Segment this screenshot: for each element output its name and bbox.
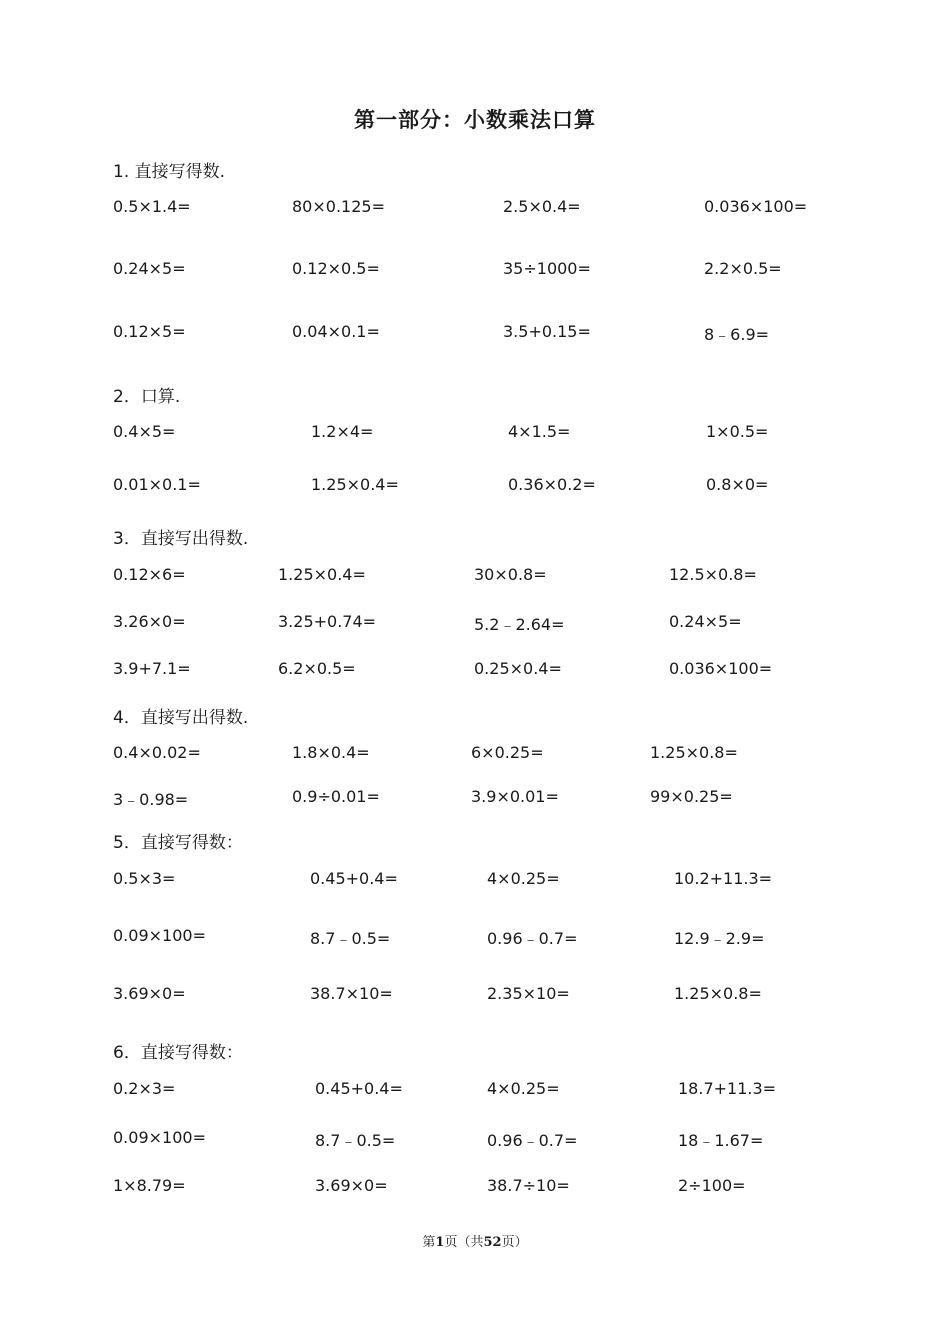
exercise-item: 1.25×0.4= xyxy=(278,565,366,584)
exercise-item: 0.5×3= xyxy=(113,869,176,888)
exercise-item: 0.45+0.4= xyxy=(310,869,398,888)
exercise-item: 6×0.25= xyxy=(471,743,544,762)
exercise-item: 8﹣6.9= xyxy=(704,325,770,344)
exercise-item: 0.12×6= xyxy=(113,565,186,584)
exercise-item: 0.5×1.4= xyxy=(113,197,191,216)
exercise-item: 2÷100= xyxy=(678,1176,746,1195)
exercise-item: 1.25×0.8= xyxy=(650,743,738,762)
exercise-item: 0.36×0.2= xyxy=(508,475,596,494)
exercise-item: 0.12×0.5= xyxy=(292,259,380,278)
exercise-item: 0.01×0.1= xyxy=(113,475,201,494)
exercise-item: 0.9÷0.01= xyxy=(292,787,380,806)
exercise-item: 8.7﹣0.5= xyxy=(315,1131,396,1150)
exercise-item: 0.09×100= xyxy=(113,1128,206,1147)
exercise-item: 18.7+11.3= xyxy=(678,1079,777,1098)
exercise-item: 5.2﹣2.64= xyxy=(474,615,565,634)
exercise-item: 6.2×0.5= xyxy=(278,659,356,678)
exercise-item: 3.25+0.74= xyxy=(278,612,377,631)
exercise-item: 80×0.125= xyxy=(292,197,385,216)
exercise-item: 0.4×0.02= xyxy=(113,743,201,762)
exercise-item: 2.5×0.4= xyxy=(503,197,581,216)
exercise-item: 0.96﹣0.7= xyxy=(487,929,578,948)
exercise-item: 4×0.25= xyxy=(487,1079,560,1098)
exercise-item: 0.036×100= xyxy=(669,659,773,678)
exercise-item: 1.2×4= xyxy=(311,422,374,441)
exercise-item: 0.2×3= xyxy=(113,1079,176,1098)
exercise-item: 3.69×0= xyxy=(113,984,186,1003)
section-heading: 1. 直接写得数. xyxy=(113,162,226,182)
exercise-item: 8.7﹣0.5= xyxy=(310,929,391,948)
exercise-item: 0.24×5= xyxy=(113,259,186,278)
exercise-item: 99×0.25= xyxy=(650,787,733,806)
footer-prefix: 第 xyxy=(422,1235,436,1250)
page-footer xyxy=(0,1231,950,1250)
footer-page-number: 1 xyxy=(435,1235,445,1250)
exercise-item: 1×0.5= xyxy=(706,422,769,441)
section-heading: 5．直接写得数： xyxy=(113,833,243,853)
exercise-item: 3.9+7.1= xyxy=(113,659,191,678)
exercise-item: 0.24×5= xyxy=(669,612,742,631)
exercise-item: 0.8×0= xyxy=(706,475,769,494)
exercise-item: 1.25×0.8= xyxy=(674,984,762,1003)
section-heading: 3．直接写出得数. xyxy=(113,529,249,549)
exercise-item: 0.036×100= xyxy=(704,197,808,216)
exercise-item: 3.26×0= xyxy=(113,612,186,631)
exercise-item: 1×8.79= xyxy=(113,1176,186,1195)
footer-suffix: 页） xyxy=(501,1235,528,1250)
exercise-item: 0.04×0.1= xyxy=(292,322,380,341)
section-heading: 6．直接写得数： xyxy=(113,1043,243,1063)
exercise-item: 35÷1000= xyxy=(503,259,591,278)
exercise-item: 0.45+0.4= xyxy=(315,1079,403,1098)
exercise-item: 2.2×0.5= xyxy=(704,259,782,278)
exercise-item: 1.8×0.4= xyxy=(292,743,370,762)
exercise-item: 18﹣1.67= xyxy=(678,1131,764,1150)
exercise-item: 0.12×5= xyxy=(113,322,186,341)
exercise-item: 10.2+11.3= xyxy=(674,869,773,888)
exercise-item: 0.09×100= xyxy=(113,926,206,945)
section-heading: 2．口算. xyxy=(113,387,181,407)
footer-middle: 页（共 xyxy=(444,1235,484,1250)
exercise-item: 0.4×5= xyxy=(113,422,176,441)
exercise-item: 4×0.25= xyxy=(487,869,560,888)
section-heading: 4．直接写出得数. xyxy=(113,708,249,728)
exercise-item: 3.5+0.15= xyxy=(503,322,591,341)
page-title: 第一部分：小数乘法口算 xyxy=(354,108,596,132)
exercise-item: 0.96﹣0.7= xyxy=(487,1131,578,1150)
exercise-item: 30×0.8= xyxy=(474,565,547,584)
exercise-item: 2.35×10= xyxy=(487,984,570,1003)
footer-total-pages: 52 xyxy=(483,1235,502,1250)
exercise-item: 38.7÷10= xyxy=(487,1176,570,1195)
exercise-item: 12.5×0.8= xyxy=(669,565,757,584)
exercise-item: 3.9×0.01= xyxy=(471,787,559,806)
exercise-item: 12.9﹣2.9= xyxy=(674,929,765,948)
exercise-item: 3﹣0.98= xyxy=(113,790,189,809)
exercise-item: 38.7×10= xyxy=(310,984,393,1003)
exercise-item: 3.69×0= xyxy=(315,1176,388,1195)
exercise-item: 0.25×0.4= xyxy=(474,659,562,678)
exercise-item: 1.25×0.4= xyxy=(311,475,399,494)
exercise-item: 4×1.5= xyxy=(508,422,571,441)
